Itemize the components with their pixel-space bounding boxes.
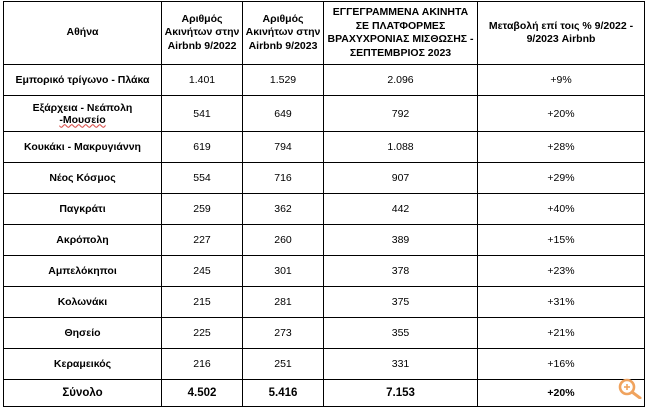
total-name: Σύνολο (4, 380, 162, 407)
row-change: +28% (478, 132, 645, 163)
table-row (4, 287, 645, 318)
row-2023: 362 (243, 194, 324, 225)
row-name: Κεραμεικός (4, 349, 162, 380)
row-name: Ακρόπολη (4, 225, 162, 256)
row-change: +9% (478, 65, 645, 96)
row-2023: 281 (243, 287, 324, 318)
row-name: Παγκράτι (4, 194, 162, 225)
row-name-line1: Εξάρχεια - Νεάπολη (32, 101, 133, 114)
row-name-line2: -Μουσείο (59, 113, 106, 126)
row-2023: 301 (243, 256, 324, 287)
row-name: Εμπορικό τρίγωνο - Πλάκα (4, 65, 162, 96)
table-row (4, 65, 645, 96)
header-airbnb-2022: Αριθμός Ακινήτων στην Airbnb 9/2022 (162, 2, 243, 65)
row-registered: 907 (324, 163, 478, 194)
row-registered: 389 (324, 225, 478, 256)
row-2022: 225 (162, 318, 243, 349)
row-registered: 792 (324, 96, 478, 132)
row-registered: 2.096 (324, 65, 478, 96)
row-change: +29% (478, 163, 645, 194)
row-registered: 378 (324, 256, 478, 287)
table-row (4, 194, 645, 225)
row-name (4, 96, 162, 132)
row-registered: 375 (324, 287, 478, 318)
table-row (4, 96, 645, 132)
table-row (4, 225, 645, 256)
row-change: +31% (478, 287, 645, 318)
table-row (4, 256, 645, 287)
row-registered: 331 (324, 349, 478, 380)
row-2023: 273 (243, 318, 324, 349)
row-change: +16% (478, 349, 645, 380)
header-area: Αθήνα (4, 2, 162, 65)
athens-airbnb-table (3, 1, 645, 407)
table-total-row (4, 380, 645, 407)
row-2022: 1.401 (162, 65, 243, 96)
row-2023: 716 (243, 163, 324, 194)
row-2022: 541 (162, 96, 243, 132)
row-2023: 649 (243, 96, 324, 132)
row-2022: 619 (162, 132, 243, 163)
header-airbnb-2023: Αριθμός Ακινήτων στην Airbnb 9/2023 (243, 2, 324, 65)
table-header-row (4, 2, 645, 65)
row-change: +20% (478, 96, 645, 132)
header-registered: ΕΓΓΕΓΡΑΜΜΕΝΑ ΑΚΙΝΗΤΑ ΣΕ ΠΛΑΤΦΟΡΜΕΣ ΒΡΑΧΥΧΡΟΝΙΑΣ ΜΙΣΘΩΣΗΣ - ΣΕΠΤΕΜΒΡΙΟΣ 2023 (324, 2, 478, 65)
total-2022: 4.502 (162, 380, 243, 407)
total-2023: 5.416 (243, 380, 324, 407)
table-row (4, 132, 645, 163)
row-2022: 245 (162, 256, 243, 287)
row-name: Νέος Κόσμος (4, 163, 162, 194)
row-registered: 442 (324, 194, 478, 225)
table-row (4, 349, 645, 380)
row-name: Κουκάκι - Μακρυγιάννη (4, 132, 162, 163)
row-registered: 1.088 (324, 132, 478, 163)
magnifier-logo-icon (616, 377, 644, 399)
row-2023: 260 (243, 225, 324, 256)
header-change: Μεταβολή επί τοις % 9/2022 - 9/2023 Airbnb (478, 2, 645, 65)
row-change: +23% (478, 256, 645, 287)
row-2023: 1.529 (243, 65, 324, 96)
row-2022: 259 (162, 194, 243, 225)
row-2022: 554 (162, 163, 243, 194)
table-row (4, 318, 645, 349)
row-change: +21% (478, 318, 645, 349)
row-2022: 216 (162, 349, 243, 380)
row-2022: 215 (162, 287, 243, 318)
row-name: Κολωνάκι (4, 287, 162, 318)
row-registered: 355 (324, 318, 478, 349)
row-2023: 251 (243, 349, 324, 380)
total-change: +20% (478, 380, 645, 407)
row-change: +15% (478, 225, 645, 256)
row-name: Αμπελόκηποι (4, 256, 162, 287)
row-2023: 794 (243, 132, 324, 163)
table-row (4, 163, 645, 194)
total-registered: 7.153 (324, 380, 478, 407)
row-2022: 227 (162, 225, 243, 256)
row-change: +40% (478, 194, 645, 225)
row-name: Θησείο (4, 318, 162, 349)
